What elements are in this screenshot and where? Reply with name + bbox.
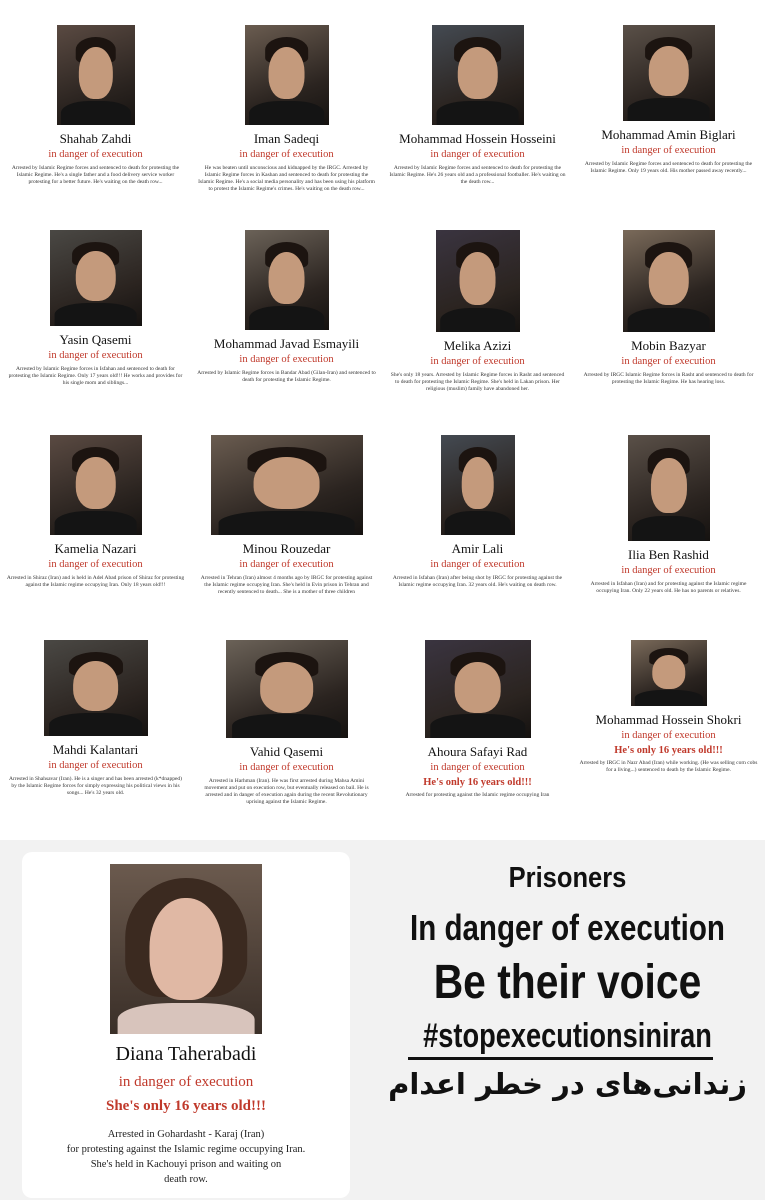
- prisoner-status: in danger of execution: [430, 559, 525, 570]
- prisoner-name: Mohammad Hossein Shokri: [595, 712, 742, 727]
- prisoner-card: [191, 640, 382, 806]
- prisoner-card: [0, 435, 191, 589]
- prisoner-photo: [50, 435, 142, 535]
- prisoner-age: He's only 16 years old!!!: [423, 777, 532, 788]
- prisoner-status: in danger of execution: [430, 762, 525, 773]
- prisoner-description: Arrested by Islamic Regime forces and sentenced to death for protesting the Islamic Regime. He's a single father and a food delivery service worker protesting for a better future. He's waiting on the death row...: [11, 165, 180, 185]
- prisoner-name: Mahdi Kalantari: [52, 742, 139, 757]
- prisoner-description: Arrested by Islamic Regime forces and sentenced to death for protesting the Islamic Regime. He's 26 years old and a professional footballer. He's waiting on the death row...: [389, 165, 566, 185]
- prisoner-status: in danger of execution: [48, 350, 143, 361]
- prisoner-description: Arrested by Islamic Regime forces and sentenced to death for protesting the Islamic Regime. Only 19 years old. His mother passed away recently...: [584, 161, 753, 174]
- prisoner-status: in danger of execution: [621, 565, 716, 576]
- prisoner-status: in danger of execution: [239, 354, 334, 365]
- prisoner-name: Amir Lali: [451, 541, 504, 556]
- prisoner-name: Vahid Qasemi: [249, 744, 324, 759]
- featured-desc-line: for protesting against the Islamic regime occupying Iran.: [66, 1144, 306, 1155]
- prisoner-photo: [226, 640, 348, 738]
- prisoner-card: [191, 435, 382, 596]
- prisoner-status: in danger of execution: [239, 559, 334, 570]
- campaign-title: Prisoners: [508, 862, 627, 894]
- hashtag-underline: [408, 1057, 713, 1060]
- prisoner-description: Arrested by IRGC Islamic Regime forces in Rasht and sentenced to death for protesting the Islamic Regime. He has hearing loss.: [583, 372, 754, 385]
- prisoner-photo: [57, 25, 135, 125]
- prisoner-photo: [245, 25, 329, 125]
- campaign-call-to-action: Be their voice: [433, 956, 702, 1009]
- prisoner-status: in danger of execution: [621, 356, 716, 367]
- prisoner-card: [382, 640, 573, 799]
- prisoner-photo: [623, 230, 715, 332]
- campaign-persian-text: زندانی‌های در خطر اعدام: [388, 1067, 747, 1101]
- prisoner-name: Iman Sadeqi: [253, 131, 320, 146]
- prisoner-photo: [432, 25, 524, 125]
- prisoner-description: Arrested by Islamic Regime forces in Bandar Abad (Gilan-Iran) and sentenced to death for protesting the Islamic Regime.: [197, 370, 376, 383]
- prisoner-card: [573, 640, 764, 774]
- prisoner-description: Arrested in Isfahan (Iran) and for protesting against the Islamic regime occupying Iran. Only 22 years old. He has no parents or relatives.: [590, 581, 747, 594]
- prisoner-card: [191, 25, 382, 193]
- featured-age: She's only 16 years old!!!: [105, 1098, 266, 1114]
- prisoner-name: Mobin Bazyar: [631, 338, 706, 353]
- featured-desc-line: She's held in Kachouyi prison and waiting on: [90, 1159, 282, 1170]
- prisoner-description: Arrested by IRGC in Nazr Abad (Iran) while working. (He was selling corn cobs for a living...) sentenced to death by the Islamic Regime.: [579, 760, 758, 773]
- prisoner-status: in danger of execution: [239, 762, 334, 773]
- prisoner-status: in danger of execution: [48, 149, 143, 160]
- prisoner-photo: [425, 640, 531, 738]
- prisoner-status: in danger of execution: [621, 145, 716, 156]
- prisoner-name: Mohammad Javad Esmayili: [213, 336, 360, 351]
- prisoner-description: Arrested in Shiraz (Iran) and is held in Adel Abad prison of Shiraz for protesting against the Islamic regime occupying Iran. Only 18 years old!!!: [6, 575, 185, 588]
- prisoner-description: Arrested in Harhman (Iran). He was first arrested during Mahsa Amini movement and put on execution row, but eventually released on bail. He is arrested and in danger of execution again during the recent Revolutionary uprising against the Islamic Regime.: [204, 778, 369, 805]
- prisoner-name: Ahoura Safayi Rad: [427, 744, 528, 759]
- prisoner-status: in danger of execution: [430, 149, 525, 160]
- prisoner-description: Arrested in Isfahan (Iran) after being shot by IRGC for protesting against the Islamic regime occupying Iran. 32 years old. He's waiting on death row.: [392, 575, 563, 588]
- campaign-hashtag: #stopexecutionsiniran: [423, 1017, 712, 1055]
- prisoner-card: [573, 435, 764, 595]
- prisoner-description: He was beaten until unconscious and kidnapped by the IRGC. Arrested by Islamic Regime forces in Kashan and sentenced to death for protesting the Islamic Regime. He's a social media personality and has been using his platform to protest the Islamic Regime's crimes. He's waiting on the death row...: [198, 165, 375, 192]
- featured-photo: [110, 864, 262, 1034]
- prisoner-card: [0, 230, 191, 387]
- prisoner-card: [382, 25, 573, 186]
- prisoner-photo: [436, 230, 520, 332]
- prisoner-card: [382, 230, 573, 393]
- prisoner-age: He's only 16 years old!!!: [614, 745, 723, 756]
- campaign-subtitle: In danger of execution: [410, 907, 725, 948]
- prisoner-card: [0, 640, 191, 797]
- prisoner-name: Kamelia Nazari: [54, 541, 137, 556]
- prisoner-photo: [44, 640, 148, 736]
- featured-name: Diana Taherabadi: [115, 1043, 257, 1065]
- prisoner-photo: [441, 435, 515, 535]
- prisoner-name: Melika Azizi: [443, 338, 512, 353]
- featured-desc-line: death row.: [164, 1174, 208, 1185]
- featured-card: [22, 852, 350, 1198]
- featured-desc-line: Arrested in Gohardasht - Karaj (Iran): [107, 1129, 265, 1140]
- prisoner-photo: [245, 230, 329, 330]
- prisoner-status: in danger of execution: [48, 760, 143, 771]
- prisoner-card: [382, 435, 573, 589]
- prisoner-card: [191, 230, 382, 384]
- prisoner-description: Arrested for protesting against the Islamic regime occupying Iran: [405, 792, 550, 798]
- prisoner-name: Ilia Ben Rashid: [628, 547, 709, 562]
- prisoner-status: in danger of execution: [430, 356, 525, 367]
- prisoner-description: Arrested by Islamic Regime forces in Isfahan and sentenced to death for protesting the Islamic Regime. Only 17 years old!!! He works and provides for his single mom and siblings...: [8, 366, 183, 386]
- prisoner-status: in danger of execution: [621, 730, 716, 741]
- prisoner-card: [573, 25, 764, 175]
- prisoner-name: Shahab Zahdi: [59, 131, 132, 146]
- prisoner-name: Mohammad Hossein Hosseini: [399, 131, 556, 146]
- featured-description: [32, 1127, 340, 1187]
- prisoner-status: in danger of execution: [239, 149, 334, 160]
- prisoner-photo: [628, 435, 710, 541]
- prisoner-status: in danger of execution: [48, 559, 143, 570]
- featured-status: in danger of execution: [118, 1074, 254, 1090]
- prisoner-card: [0, 25, 191, 186]
- prisoner-name: Minou Rouzedar: [242, 541, 331, 556]
- prisoner-photo: [50, 230, 142, 326]
- prisoner-card: [573, 230, 764, 386]
- prisoner-photo: [623, 25, 715, 121]
- prisoner-description: She's only 18 years. Arrested by Islamic Regime forces in Rasht and sentenced to death for protesting the Islamic Regime. She's held in Lakan prison. Her religious (muslim) family have abandoned her.: [390, 372, 565, 392]
- prisoner-name: Yasin Qasemi: [59, 332, 132, 347]
- prisoner-photo: [211, 435, 363, 535]
- prisoner-description: Arrested in Shahsavar (Iran). He is a singer and has been arrested (k*dnapped) by the Islamic Regime forces for simply expressing his political views in his songs... He's 32 years old.: [8, 776, 183, 796]
- prisoner-description: Arrested in Tehran (Iran) almost 4 months ago by IRGC for protesting against the Islamic regime occupying Iran. She's held in Evin prison in Tehran and recently sentenced to death... She is a mother of three children: [200, 575, 373, 595]
- prisoner-name: Mohammad Amin Biglari: [601, 127, 736, 142]
- prisoner-photo: [631, 640, 707, 706]
- campaign-banner: [370, 852, 765, 1200]
